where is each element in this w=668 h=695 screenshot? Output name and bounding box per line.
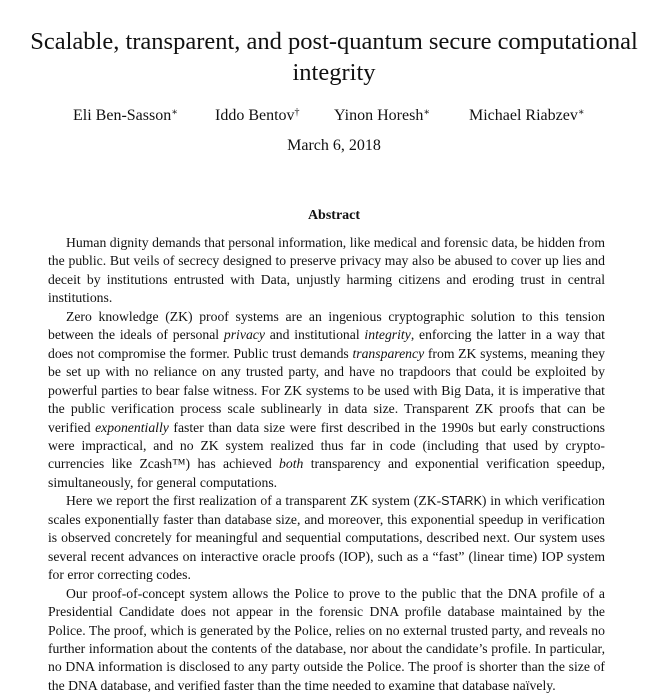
author-name: Eli Ben-Sasson [73,107,172,124]
author-horesh [334,103,430,126]
author-name: Yinon Horesh [334,107,424,124]
abstract-paragraph-2 [48,308,605,493]
emphasis-integrity: integrity [364,327,411,343]
text-run: ) in which verification scales exponentially faster than database size, and moreover, this exponential speedup in verification is observed concretely for meaningful and sequential computations, described next. Our system uses several recent advances on interactive oracle proofs (IOP), such as a “fast” (linear time) IOP system for error correcting codes. [48,493,605,583]
emphasis-exponentially: exponentially [95,419,169,435]
author-bentov [215,103,300,126]
abstract-body [48,234,605,695]
text-run: Here we report the first realization of a transparent ZK system (ZK- [66,493,442,509]
author-name: Iddo Bentov [215,107,295,124]
text-run: faster than data size were first described in the 1990s but early constructions were impractical, and no ZK system realized thus far in code (including that used by crypto-currencies like Zcash™) has achieved [48,419,605,472]
emphasis-transparency: transparency [352,345,425,361]
paper-date: March 6, 2018 [287,137,381,154]
text-run: from ZK systems, meaning they be set up with no reliance on any trusted party, and have no trapdoors that could be exploited by powerful parties to bear false witness. For ZK systems to be used with Big Data, it is imperative that the public verification process scale sublinearly in data size. Transparent ZK proofs that can be verified [48,345,605,435]
abstract-heading: Abstract [307,208,361,223]
text-run: , enforcing the latter in a way that does not compromise the former. Public trust demands [48,327,605,361]
small-caps-stark: STARK [441,494,482,509]
abstract-paragraph-1: Human dignity demands that personal information, like medical and forensic data, be hidden from the public. But veils of secrecy designed to preserve privacy may also be abused to cover up lies and deceit by institutions entrusted with Data, unjustly harming citizens and eroding trust in central institutions. [48,235,605,306]
affiliation-mark: ∗ [423,107,431,118]
emphasis-privacy: privacy [223,327,265,343]
paper-title: Scalable, transparent, and post-quantum secure computational integrity [30,28,638,86]
author-ben-sasson [73,103,178,126]
text-run: and institutional [264,327,365,343]
affiliation-mark: † [294,107,300,118]
affiliation-mark: ∗ [577,107,585,118]
author-riabzev [469,103,585,126]
affiliation-mark: ∗ [171,107,179,118]
abstract-paragraph-4: Our proof-of-concept system allows the Police to prove to the public that the DNA profile of a Presidential Candidate does not appear in the forensic DNA profile database maintained by the Police. The proof, which is generated by the Police, relies on no external trusted party, and reveals no further information about the contents of the database, nor about the candidate’s profile. In particular, no DNA information is disclosed to any party outside the Police. The proof is shorter than the size of the DNA database, and verified faster than the time needed to examine that database naïvely. [48,585,605,693]
text-run: transparency and exponential verification speedup, simultaneously, for general computations. [48,456,605,490]
emphasis-both: both [279,456,304,472]
abstract-paragraph-3 [48,492,605,584]
text-run: Zero knowledge (ZK) proof systems are an ingenious cryptographic solution to this tension between the ideals of personal [48,308,605,343]
author-name: Michael Riabzev [469,107,578,124]
